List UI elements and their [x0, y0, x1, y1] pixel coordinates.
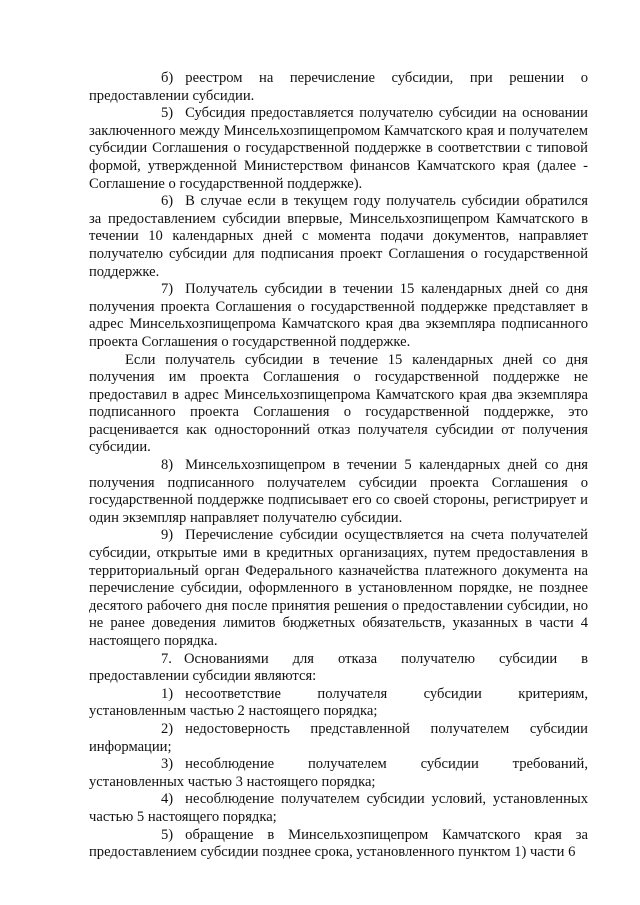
list-item-5	[89, 827, 588, 862]
paragraph-text: несоблюдение получателем субсидии условий, установленных частью 5 настоящего порядка;	[89, 791, 588, 825]
paragraph-item-7	[89, 281, 588, 351]
paragraph-text: обращение в Минсельхозпищепром Камчатского края за предоставлением субсидии позднее срока, установленного пунктом 1) части 6	[89, 826, 588, 861]
item-number: 2)	[161, 720, 174, 737]
item-number: 4)	[161, 791, 174, 808]
paragraph-item-b	[89, 70, 588, 105]
list-item-1	[89, 686, 588, 721]
section-number: 7.	[161, 650, 172, 667]
item-number: б)	[161, 70, 174, 86]
list-item-4	[89, 791, 588, 826]
paragraph-text: несоблюдение получателем субсидии требований, установленных частью 3 настоящего порядка;	[89, 756, 588, 790]
paragraph-text: Перечисление субсидии осуществляется на счета получателей субсидии, открытые ими в кредитных организациях, путем предоставления в территориальный орган Федерального казначейства платежного документа на перечисление субсидии, оформленного в установленном порядке, не позднее десятого рабочего дня после принятия решения о предоставлении субсидии, но не ранее доведения лимитов бюджетных обязательств, указанных в части 4 настоящего порядка.	[89, 527, 588, 649]
item-number: 1)	[161, 685, 174, 702]
paragraph-text: несоответствие получателя субсидии критериям, установленным частью 2 настоящего порядка;	[89, 685, 588, 720]
paragraph-text: Если получатель субсидии в течение 15 календарных дней со дня получения им проекта Соглашения о государственной поддержке не предоставил в адрес Минсельхозпищепрома Камчатского края два экземпляра подписанного проекта Соглашения о государственной поддержке, это расценивается как односторонний отказ получателя субсидии от получения субсидии.	[89, 351, 588, 456]
item-number: 3)	[161, 756, 174, 773]
list-item-2	[89, 721, 588, 756]
paragraph-text: реестром на перечисление субсидии, при решении о предоставлении субсидии.	[89, 70, 588, 104]
item-number: 5)	[161, 826, 174, 843]
item-number: 9)	[161, 527, 174, 544]
paragraph-text: Минсельхозпищепром в течении 5 календарных дней со дня получения подписанного получателем субсидии проекта Соглашения о государственной поддержке подписывает его со своей стороны, регистрирует и один экземпляр направляет получателю субсидии.	[89, 457, 588, 526]
list-item-3	[89, 756, 588, 791]
paragraph-item-9	[89, 527, 588, 650]
paragraph-text: Получатель субсидии в течении 15 календарных дней со дня получения проекта Соглашения о государственной поддержке представляет в адрес Минсельхозпищепрома Камчатского края два экземпляра подписанного проекта Соглашения о государственной поддержке.	[89, 281, 588, 350]
paragraph-item-6	[89, 193, 588, 281]
paragraph-section-7	[89, 651, 588, 686]
paragraph-item-8	[89, 457, 588, 527]
item-number: 8)	[161, 457, 174, 474]
item-number: 6)	[161, 193, 174, 210]
paragraph-text: Субсидия предоставляется получателю субсидии на основании заключенного между Минсельхозпищепромом Камчатского края и получателем субсидии Соглашения о государственной поддержке в соответствии с типовой формой, утвержденной Министерством финансов Камчатского края (далее - Соглашение о государственной поддержке).	[89, 105, 588, 192]
paragraph-text: В случае если в текущем году получатель субсидии обратился за предоставлением субсидии впервые, Минсельхозпищепром Камчатского в течении 10 календарных дней с момента подачи документов, направляет получателю субсидии для подписания проект Соглашения о государственной поддержке.	[89, 193, 588, 280]
paragraph-item-5	[89, 105, 588, 193]
item-number: 5)	[161, 105, 174, 122]
paragraph-refusal-note	[89, 352, 588, 458]
paragraph-text: Основаниями для отказа получателю субсидии в предоставлении субсидии являются:	[89, 650, 588, 685]
paragraph-text: недостоверность представленной получателем субсидии информации;	[89, 720, 588, 755]
item-number: 7)	[161, 281, 174, 298]
